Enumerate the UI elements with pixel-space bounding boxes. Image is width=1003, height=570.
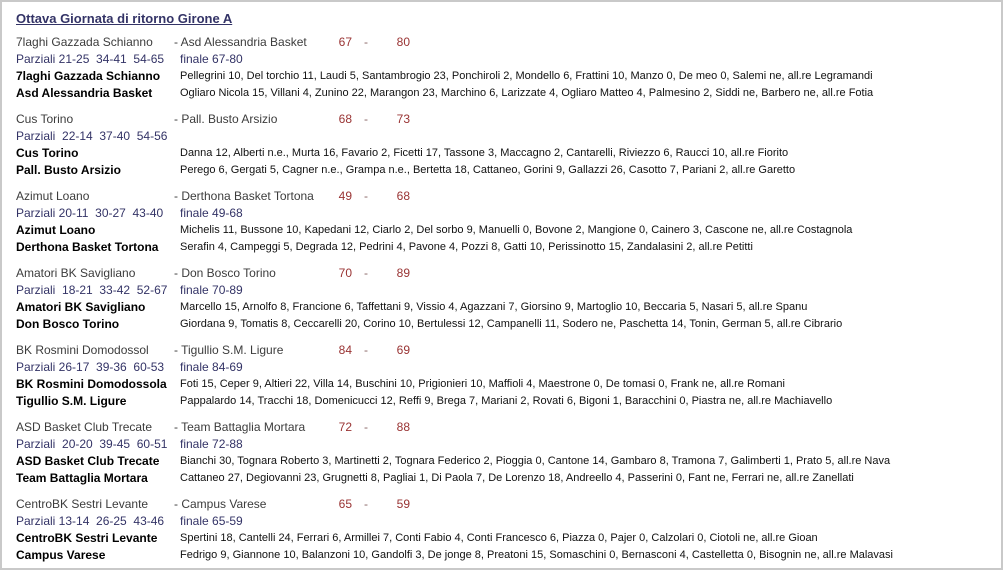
match-header-row <box>16 111 1001 128</box>
away-roster-row <box>16 547 1001 564</box>
score-separator: - <box>364 343 368 357</box>
away-score: 68 <box>396 189 410 203</box>
matches-list <box>16 34 1001 564</box>
match-score <box>324 265 410 282</box>
finale-text: finale 67-80 <box>180 52 243 66</box>
parziali-text: Parziali 20-20 39-45 60-51 <box>16 437 168 451</box>
home-score: 72 <box>338 420 352 434</box>
parziali-row <box>16 513 1001 530</box>
home-roster-players: Danna 12, Alberti n.e., Murta 16, Favario 2, Ficetti 17, Tassone 3, Maccagno 2, Cantarelli, Riviezzo 6, Raucci 10, all.re Fiorito <box>180 147 789 159</box>
parziali-row <box>16 51 1001 68</box>
finale-text: finale 72-88 <box>180 437 243 451</box>
home-roster-row <box>16 68 1001 85</box>
home-team-name: CentroBK Sestri Levante <box>16 497 149 511</box>
parziali-text: Parziali 20-11 30-27 43-40 <box>16 206 164 220</box>
home-team-name: Azimut Loano <box>16 189 90 203</box>
score-separator: - <box>364 266 368 280</box>
home-team-name: Amatori BK Savigliano <box>16 266 136 280</box>
home-score: 68 <box>338 112 352 126</box>
home-roster-players: Spertini 18, Cantelli 24, Ferrari 6, Armillei 7, Conti Fabio 4, Conti Francesco 6, Piazza 0, Pajer 0, Calzolari 0, Ciotoli ne, all.re Gioan <box>180 532 818 544</box>
home-roster-team-name: CentroBK Sestri Levante <box>16 531 158 545</box>
home-roster-row <box>16 453 1001 470</box>
finale-text: finale 70-89 <box>180 283 243 297</box>
home-roster-players: Foti 15, Ceper 9, Altieri 22, Villa 14, Buschini 10, Prigionieri 10, Maffioli 4, Maestrone 0, De tomasi 0, Frank ne, all.re Romani <box>180 378 785 390</box>
away-roster-players: Ogliaro Nicola 15, Villani 4, Zunino 22, Marangon 23, Marchino 6, Larizzate 4, Ogliaro Matteo 4, Palmesino 2, Siddi ne, Barbero ne, all.re Fotia <box>180 87 874 99</box>
away-team-name: - Don Bosco Torino <box>174 266 276 280</box>
home-score: 67 <box>338 35 352 49</box>
away-roster-players: Fedrigo 9, Giannone 10, Balanzoni 10, Gandolfi 3, De jonge 8, Preatoni 15, Somaschini 0, Bernasconi 4, Castelletta 0, Bisognin ne, all.re Malavasi <box>180 549 893 561</box>
parziali-row <box>16 128 1001 145</box>
away-team-name: - Pall. Busto Arsizio <box>174 112 278 126</box>
match-block <box>16 342 1001 410</box>
match-score <box>324 342 410 359</box>
away-team-name: - Asd Alessandria Basket <box>174 35 307 49</box>
score-separator: - <box>364 112 368 126</box>
score-separator: - <box>364 35 368 49</box>
away-roster-players: Cattaneo 27, Degiovanni 23, Grugnetti 8, Pagliai 1, Di Paola 7, De Lorenzo 18, Andreello 4, Passerini 0, Fant ne, Ferrari ne, all.re Zanellati <box>180 472 854 484</box>
match-header-row <box>16 342 1001 359</box>
home-roster-players: Marcello 15, Arnolfo 8, Francione 6, Taffettani 9, Vissio 4, Agazzani 7, Giorsino 9, Martoglio 10, Beccaria 5, Nasari 5, all.re Spanu <box>180 301 808 313</box>
parziali-text: Parziali 22-14 37-40 54-56 <box>16 129 168 143</box>
away-team-name: - Team Battaglia Mortara <box>174 420 306 434</box>
away-roster-team-name: Pall. Busto Arsizio <box>16 163 121 177</box>
home-team-name: ASD Basket Club Trecate <box>16 420 153 434</box>
home-roster-team-name: Cus Torino <box>16 146 79 160</box>
away-roster-players: Perego 6, Gergati 5, Cagner n.e., Grampa n.e., Bertetta 18, Cattaneo, Gorini 9, Gallazzi 26, Casotto 7, Pariani 2, all.re Garetto <box>180 164 796 176</box>
parziali-text: Parziali 18-21 33-42 52-67 <box>16 283 168 297</box>
match-header-row <box>16 265 1001 282</box>
home-roster-players: Pellegrini 10, Del torchio 11, Laudi 5, Santambrogio 23, Ponchiroli 2, Mondello 6, Frattini 10, Manzo 0, De meo 0, Salemi ne, all.re Legramandi <box>180 70 873 82</box>
match-header-row <box>16 496 1001 513</box>
away-roster-team-name: Tigullio S.M. Ligure <box>16 394 127 408</box>
away-team-name: - Tigullio S.M. Ligure <box>174 343 284 357</box>
away-team-name: - Campus Varese <box>174 497 267 511</box>
parziali-text: Parziali 26-17 39-36 60-53 <box>16 360 165 374</box>
parziali-row <box>16 282 1001 299</box>
away-score: 89 <box>396 266 410 280</box>
away-roster-row <box>16 316 1001 333</box>
finale-text: finale 49-68 <box>180 206 243 220</box>
away-roster-row <box>16 85 1001 102</box>
match-score <box>324 111 410 128</box>
home-score: 65 <box>338 497 352 511</box>
away-score: 59 <box>396 497 410 511</box>
away-score: 73 <box>396 112 410 126</box>
parziali-row <box>16 436 1001 453</box>
match-score <box>324 419 410 436</box>
away-roster-team-name: Asd Alessandria Basket <box>16 86 153 100</box>
away-score: 88 <box>396 420 410 434</box>
home-score: 84 <box>338 343 352 357</box>
away-roster-row <box>16 393 1001 410</box>
away-roster-players: Pappalardo 14, Tracchi 18, Domenicucci 12, Reffi 9, Brega 7, Mariani 2, Rovati 6, Bigoni 1, Baracchini 0, Piastra ne, all.re Machiavello <box>180 395 833 407</box>
score-separator: - <box>364 189 368 203</box>
home-roster-row <box>16 145 1001 162</box>
home-score: 70 <box>338 266 352 280</box>
home-roster-row <box>16 299 1001 316</box>
parziali-text: Parziali 21-25 34-41 54-65 <box>16 52 165 66</box>
match-block <box>16 34 1001 102</box>
parziali-text: Parziali 13-14 26-25 43-46 <box>16 514 165 528</box>
match-block <box>16 496 1001 564</box>
match-score <box>324 496 410 513</box>
home-roster-row <box>16 376 1001 393</box>
finale-text: finale 65-59 <box>180 514 243 528</box>
away-roster-team-name: Derthona Basket Tortona <box>16 240 159 254</box>
home-score: 49 <box>338 189 352 203</box>
away-score: 69 <box>396 343 410 357</box>
match-header-row <box>16 188 1001 205</box>
match-block <box>16 111 1001 179</box>
away-roster-players: Serafin 4, Campeggi 5, Degrada 12, Pedrini 4, Pavone 4, Pozzi 8, Gatti 10, Perissinotto 15, Zandalasini 2, all.re Petitti <box>180 241 753 253</box>
score-separator: - <box>364 420 368 434</box>
away-score: 80 <box>396 35 410 49</box>
home-roster-team-name: 7laghi Gazzada Schianno <box>16 69 161 83</box>
finale-text: finale 84-69 <box>180 360 243 374</box>
away-roster-team-name: Don Bosco Torino <box>16 317 120 331</box>
home-team-name: BK Rosmini Domodossol <box>16 343 149 357</box>
match-block <box>16 419 1001 487</box>
away-roster-row <box>16 162 1001 179</box>
parziali-row <box>16 359 1001 376</box>
home-roster-players: Michelis 11, Bussone 10, Kapedani 12, Ciarlo 2, Del sorbo 9, Manuelli 0, Bovone 2, Mangione 0, Cainero 3, Cascone ne, all.re Costagnola <box>180 224 853 236</box>
home-roster-row <box>16 530 1001 547</box>
match-score <box>324 34 410 51</box>
match-block <box>16 265 1001 333</box>
match-header-row <box>16 34 1001 51</box>
home-roster-team-name: BK Rosmini Domodossola <box>16 377 167 391</box>
score-separator: - <box>364 497 368 511</box>
parziali-row <box>16 205 1001 222</box>
away-roster-players: Giordana 9, Tomatis 8, Ceccarelli 20, Corino 10, Bertulessi 12, Campanelli 11, Sodero ne, Paschetta 14, Tonin, German 5, all.re Cibrario <box>180 318 843 330</box>
away-roster-row <box>16 470 1001 487</box>
match-score <box>324 188 410 205</box>
match-header-row <box>16 419 1001 436</box>
away-roster-team-name: Campus Varese <box>16 548 106 562</box>
away-roster-row <box>16 239 1001 256</box>
home-roster-players: Bianchi 30, Tognara Roberto 3, Martinetti 2, Tognara Federico 2, Pioggia 0, Cantone 14, Gambaro 8, Tramona 7, Galimberti 1, Prato 5, all.re Nava <box>180 455 891 467</box>
home-team-name: Cus Torino <box>16 112 74 126</box>
page-title[interactable]: Ottava Giornata di ritorno Girone A <box>16 11 233 26</box>
home-roster-row <box>16 222 1001 239</box>
home-roster-team-name: Amatori BK Savigliano <box>16 300 146 314</box>
away-team-name: - Derthona Basket Tortona <box>174 189 314 203</box>
home-roster-team-name: Azimut Loano <box>16 223 96 237</box>
away-roster-team-name: Team Battaglia Mortara <box>16 471 148 485</box>
match-block <box>16 188 1001 256</box>
home-roster-team-name: ASD Basket Club Trecate <box>16 454 160 468</box>
home-team-name: 7laghi Gazzada Schianno <box>16 35 153 49</box>
